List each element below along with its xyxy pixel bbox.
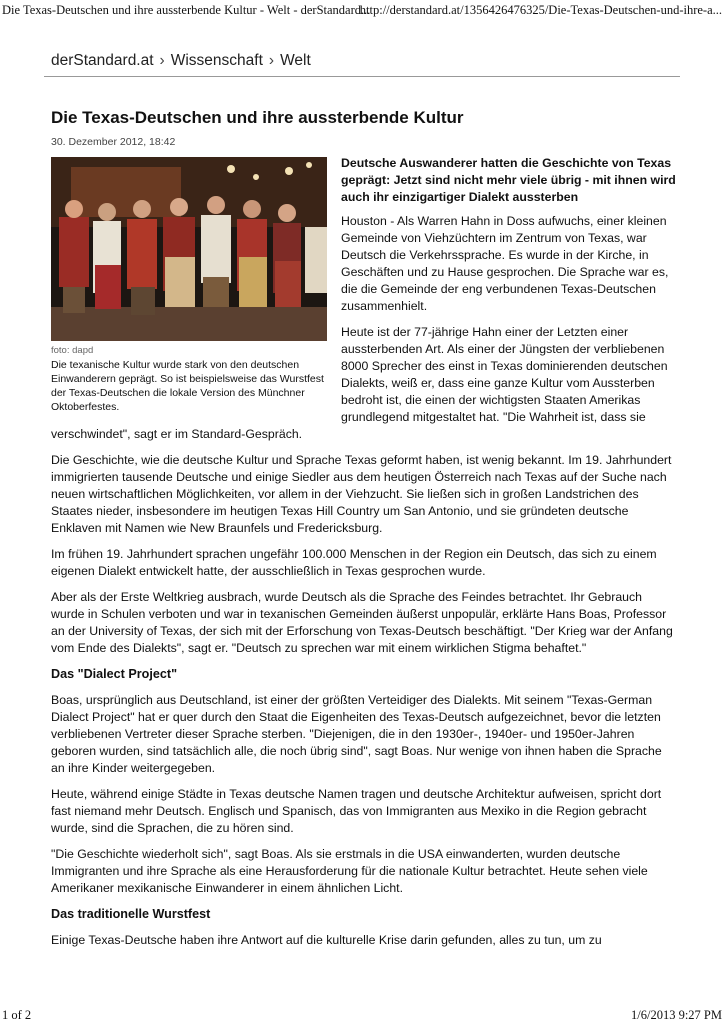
photo-caption: Die texanische Kultur wurde stark von den deutschen Einwanderern geprägt. So ist beispielsweise das Wurstfest der Texas-Deutschen die lokale Version des Münchner Oktoberfestes. <box>51 359 324 413</box>
breadcrumb-section-link[interactable]: Wissenschaft <box>170 52 263 69</box>
article-paragraph: "Die Geschichte wiederholt sich", sagt Boas. Als sie erstmals in die USA einwanderten, wurden deutsche Immigranten und ihre Sprache als eine Herausforderung für die nationale Kultur betrachtet. Heute sehen viele Amerikaner mexikanische Einwanderer in einem ähnlichen Licht. <box>51 847 648 895</box>
breadcrumb-separator: › <box>159 52 165 69</box>
print-footer <box>0 1004 724 1022</box>
article-headline: Die Texas-Deutschen und ihre aussterbende Kultur <box>51 108 464 127</box>
article-paragraph: Boas, ursprünglich aus Deutschland, ist einer der größten Verteidiger des Dialekts. Mit seinem "Texas-German Dialect Project" hat er quer durch den Staat die Eigenheiten des Texas-Deutsch aufgezeichnet, bevor die letzten verbliebenen Vertreter dieser Sprache sterben. "Diejenigen, die in den 1930er-, 1940er- und 1950er-Jahren geboren wurden, sind tatsächlich alle, die noch übrig sind", sagt Boas. Nur wenige von ihnen haben die Sprache an ihre Kinder weitergegeben. <box>51 693 662 775</box>
print-datetime: 1/6/2013 9:27 PM <box>631 1008 722 1022</box>
page-number: 1 of 2 <box>2 1008 32 1022</box>
article-body <box>51 155 677 958</box>
print-page-title: Die Texas-Deutschen und ihre aussterbende Kultur - Welt - derStandard... <box>2 3 371 17</box>
article-paragraph: Houston - Als Warren Hahn in Doss aufwuchs, einer kleinen Gemeinde von Viehzüchtern im Zentrum von Texas, war Deutsch die Verkehrssprache. Es wurde in der Kirche, in Geschäften und zu Hause gesprochen. Die Sprache war es, die die Gemeinde der eng verbundenen Texas-Deutschen zusammenhielt. <box>341 214 669 313</box>
article-paragraph: Heute, während einige Städte in Texas deutsche Namen tragen und deutsche Architektur aufweisen, spricht dort fast niemand mehr Deutsch. Englisch und Spanisch, das von Immigranten aus Mexiko in die Region gebracht wurde, sind die Sprachen, die zu hören sind. <box>51 787 662 835</box>
breadcrumb-subsection-link[interactable]: Welt <box>280 52 311 69</box>
article-paragraph: Heute ist der 77-jährige Hahn einer der Letzten einer aussterbenden Art. Als einer der Jüngsten der verbliebenen 8000 Sprecher des einst in Texas dominierenden deutschen Dialekts, weiß er, dass eine ganze Kultur vom Aussterben bedroht ist, die einen der wichtigsten Staaten Amerikas grundlegend mitgestaltet hat. "Die Wahrheit ist, dass sie verschwindet", sagt er im Standard-Gespräch. <box>51 325 668 441</box>
article-paragraph: Einige Texas-Deutsche haben ihre Antwort auf die kulturelle Krise darin gefunden, alles zu tun, um zu <box>51 933 602 947</box>
breadcrumb <box>51 52 311 70</box>
article-subheading: Das "Dialect Project" <box>51 667 178 681</box>
breadcrumb-separator: › <box>268 52 275 69</box>
photo-credit: foto: dapd <box>51 345 94 356</box>
article-paragraph: Im frühen 19. Jahrhundert sprachen ungefähr 100.000 Menschen in der Region ein Deutsch, das sich zu einem eigenen Dialekt entwickelt hatte, der ausschließlich in Texas gesprochen wurde. <box>51 547 657 578</box>
article-subheading: Das traditionelle Wurstfest <box>51 907 211 921</box>
article-paragraph: Die Geschichte, wie die deutsche Kultur und Sprache Texas geformt haben, ist wenig bekannt. Im 19. Jahrhundert immigrierten tausende Deutsche und einige Siedler aus dem heutigen Österreich nach Texas auf der Suche nach neuen wirtschaftlichen Möglichkeiten, vor allem in der Viehzucht. Sie ließen sich in großen Landstrichen des Staates nieder, insbesondere im heutigen Texas Hill Country um San Antonio, und sie gründeten deutsche Enklaven mit Namen wie New Braunfels und Fredericksburg. <box>51 453 672 535</box>
article-date: 30. Dezember 2012, 18:42 <box>51 136 176 148</box>
print-header <box>0 0 724 20</box>
article-lead: Deutsche Auswanderer hatten die Geschichte von Texas geprägt: Jetzt sind nicht mehr viele übrig - mit ihnen wird auch ihr einzigartiger Dialekt aussterben <box>341 156 676 204</box>
print-page-url: http://derstandard.at/1356426476325/Die-Texas-Deutschen-und-ihre-a... <box>359 3 722 17</box>
breadcrumb-site-link[interactable]: derStandard.at <box>51 52 154 69</box>
article-paragraph: Aber als der Erste Weltkrieg ausbrach, wurde Deutsch als die Sprache des Feindes betrachtet. Ihr Gebrauch wurde in Schulen verboten und war in texanischen Gemeinden äußerst unpopulär, erklärte Hans Boas, Professor an der University of Texas, der sich mit der Erforschung von Texas-Deutsch beschäftigt. "Der Krieg war der Anfang vom Ende des Dialekts", sagt er. "Deutsch zu sprechen war mit einem wirklichen Stigma behaftet." <box>51 590 673 655</box>
header-divider <box>44 76 680 77</box>
